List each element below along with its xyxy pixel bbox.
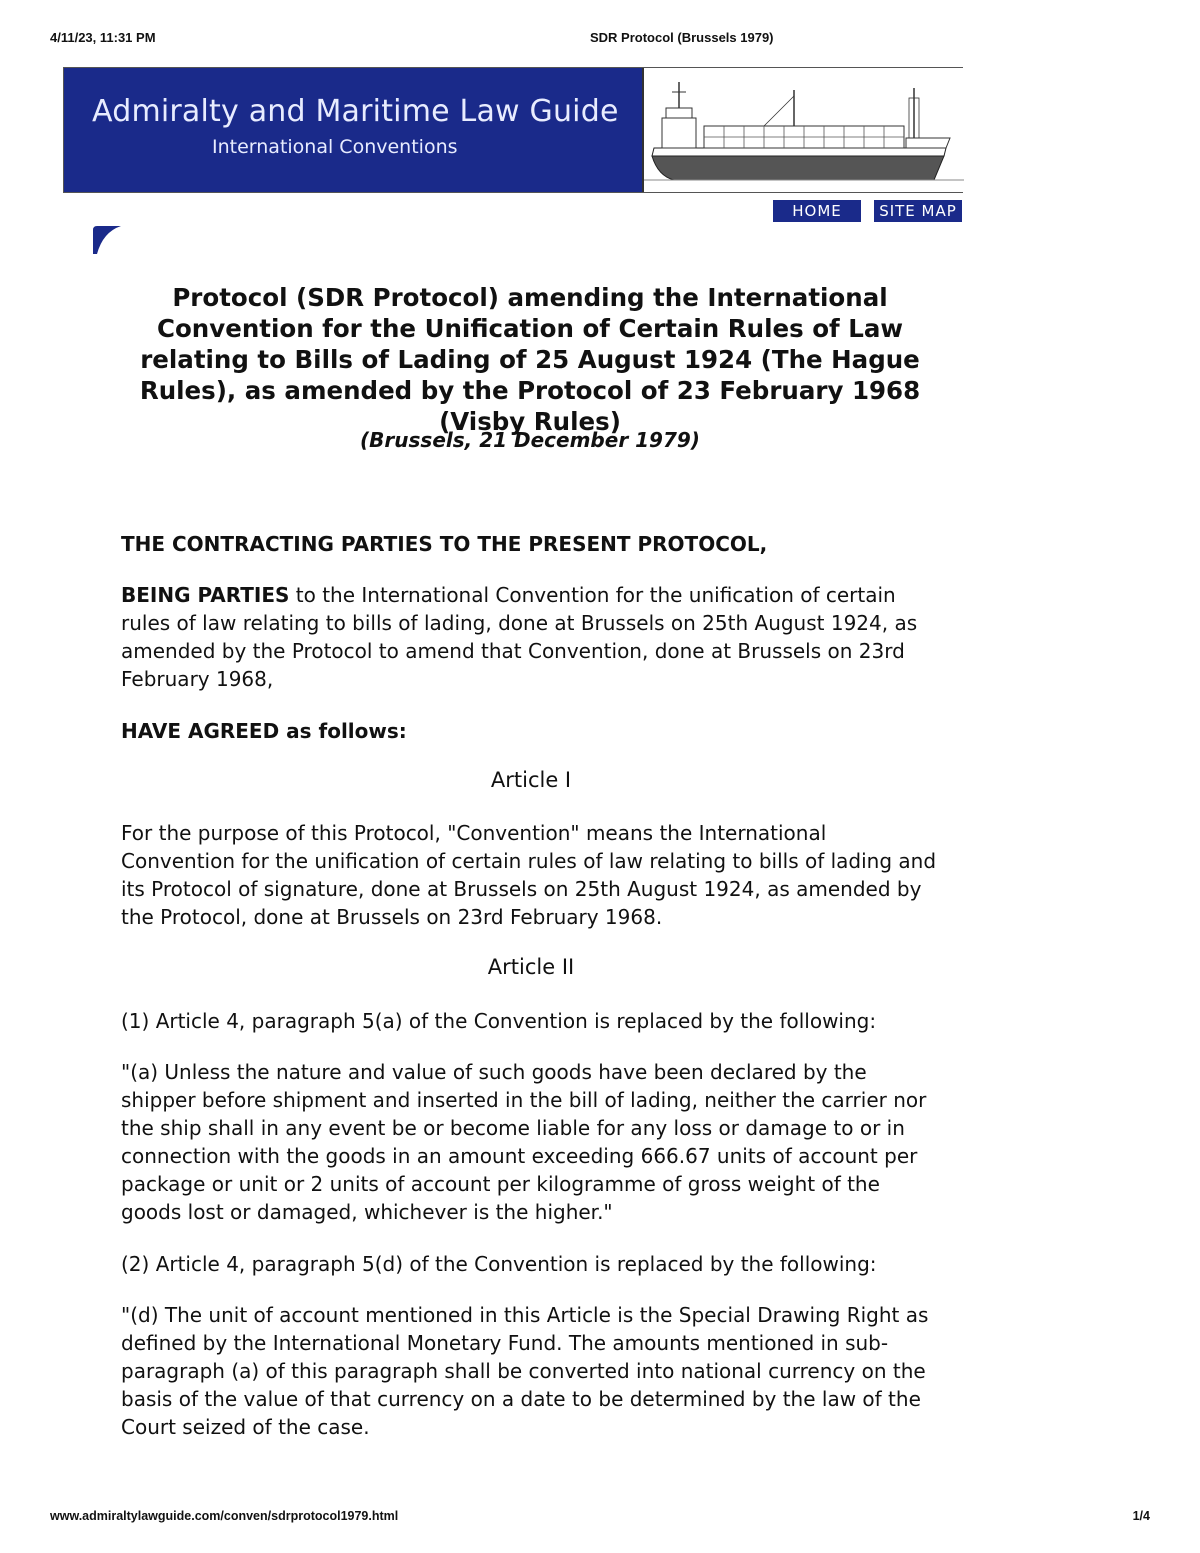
article-2-quote-d <box>121 1301 941 1441</box>
print-footer <box>50 1509 1150 1529</box>
article-1-text <box>121 819 941 931</box>
article-2-para-2-text: (2) Article 4, paragraph 5(d) of the Convention is replaced by the following: <box>121 1252 877 1276</box>
article-1-heading: Article I <box>490 768 572 792</box>
site-map-button[interactable]: SITE MAP <box>874 200 962 222</box>
article-2-para-1 <box>121 1007 941 1035</box>
article-1-paragraph: For the purpose of this Protocol, "Convention" means the International Convention for the unification of certain rules of law relating to bills of lading and its Protocol of signature, done at Brussels on 25th August 1924, as amended by the Protocol, done at Brussels on 23rd February 1968. <box>121 821 937 929</box>
being-parties-lead: BEING PARTIES <box>121 583 290 607</box>
print-page-title: SDR Protocol (Brussels 1979) <box>590 30 774 45</box>
cargo-ship-illustration <box>642 68 964 192</box>
article-2-heading: Article II <box>487 955 575 979</box>
home-button[interactable]: HOME <box>773 200 861 222</box>
site-subtitle: International Conventions <box>212 136 458 158</box>
article-2-para-1-text: (1) Article 4, paragraph 5(a) of the Convention is replaced by the following: <box>121 1009 877 1033</box>
article-2-quote-a-text: "(a) Unless the nature and value of such goods have been declared by the shipper before shipment and inserted in the bill of lading, neither the carrier nor the ship shall in any event be or become liable for any loss or damage to or in connection with the goods in an amount exceeding 666.67 units of account per package or unit or 2 units of account per kilogramme of gross weight of the goods lost or damaged, whichever is the higher." <box>121 1060 927 1224</box>
print-datetime: 4/11/23, 11:31 PM <box>50 30 156 45</box>
have-agreed-lead: HAVE AGREED <box>121 719 280 743</box>
have-agreed-text: as follows: <box>279 719 407 743</box>
have-agreed-paragraph <box>121 717 941 745</box>
preamble-heading <box>121 530 941 558</box>
page-number: 1/4 <box>1132 1509 1150 1523</box>
print-header <box>50 30 1150 50</box>
site-banner[interactable] <box>63 67 963 193</box>
being-parties-paragraph <box>121 581 941 693</box>
article-2-quote-a <box>121 1058 941 1226</box>
preamble-heading-text: THE CONTRACTING PARTIES TO THE PRESENT PROTOCOL, <box>121 532 768 556</box>
article-2-para-2 <box>121 1250 941 1278</box>
article-2-quote-d-text: "(d) The unit of account mentioned in this Article is the Special Drawing Right as defined by the International Monetary Fund. The amounts mentioned in sub-paragraph (a) of this paragraph shall be converted into national currency on the basis of the value of that currency on a date to be determined by the law of the Court seized of the case. <box>121 1303 929 1439</box>
page-url: www.admiraltylawguide.com/conven/sdrprotocol1979.html <box>50 1509 399 1523</box>
site-title: Admiralty and Maritime Law Guide <box>92 94 619 129</box>
corner-ornament-icon <box>93 226 123 256</box>
page-title: Protocol (SDR Protocol) amending the International Convention for the Unification of Certain Rules of Law relating to Bills of Lading of 25 August 1924 (The Hague Rules), as amended by the Protocol of 23 February 1968 (Visby Rules) <box>139 283 921 436</box>
document-date: (Brussels, 21 December 1979) <box>360 428 700 452</box>
ship-icon <box>644 68 964 192</box>
being-parties-text: to the International Convention for the unification of certain rules of law relating to bills of lading, done at Brussels on 25th August 1924, as amended by the Protocol to amend that Convention, done at Brussels on 23rd February 1968, <box>121 583 918 691</box>
